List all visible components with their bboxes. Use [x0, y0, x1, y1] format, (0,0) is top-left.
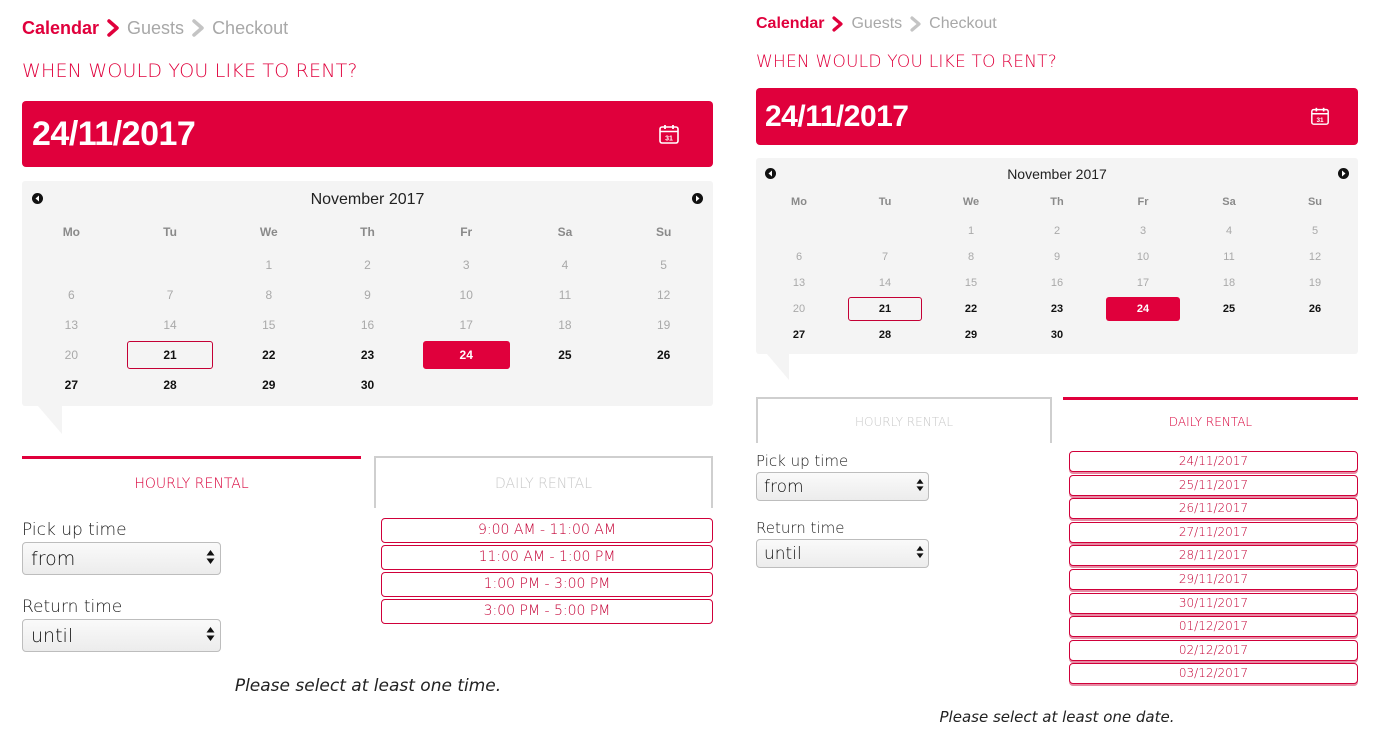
- chevron-right-icon: [910, 16, 921, 32]
- calendar-day-4: [516, 250, 615, 280]
- calendar-day-number: 29: [262, 378, 276, 392]
- calendar-day-8: [219, 280, 318, 310]
- calendar-day-4: [1186, 218, 1272, 244]
- calendar-day-25[interactable]: [1186, 296, 1272, 322]
- calendar-day-number: 13: [792, 277, 806, 289]
- calendar-day-18: [516, 310, 615, 340]
- calendar-day-1: [219, 250, 318, 280]
- calendar-day-19: [614, 310, 713, 340]
- calendar-day-number: 3: [1139, 225, 1147, 237]
- calendar-day-13: [756, 270, 842, 296]
- calendar-weekday-header: [22, 225, 713, 243]
- calendar-day-10: [417, 280, 516, 310]
- calendar-day-number: 2: [1053, 225, 1061, 237]
- calendar-day-number: 27: [792, 329, 806, 341]
- breadcrumb-step-checkout[interactable]: Checkout: [212, 17, 289, 38]
- calendar-day-grid: [756, 218, 1358, 348]
- calendar-day-11: [1186, 244, 1272, 270]
- calendar-day-number: 26: [1308, 303, 1322, 315]
- chevron-right-icon: [832, 16, 843, 32]
- calendar-day-23[interactable]: [318, 340, 417, 370]
- calendar-empty-cell: [756, 218, 842, 244]
- pickup-time-value: from: [764, 476, 804, 497]
- chevron-right-icon: [192, 19, 204, 37]
- weekday-label: Mo: [791, 196, 807, 208]
- chevron-right-icon: [107, 19, 119, 37]
- calendar-day-number: 6: [795, 251, 803, 263]
- calendar-day-number: 27: [64, 378, 79, 392]
- calendar-day-10: [1100, 244, 1186, 270]
- calendar-datepicker: [756, 158, 1358, 354]
- pickup-time-label: Pick up time: [22, 520, 127, 540]
- calendar-day-18: [1186, 270, 1272, 296]
- weekday-label: Th: [1050, 196, 1064, 208]
- time-slot-button[interactable]: 1:00 PM - 3:00 PM: [381, 572, 713, 597]
- weekday-label: Sa: [1222, 196, 1236, 208]
- calendar-day-number: 28: [163, 378, 177, 392]
- calendar-day-7: [121, 280, 220, 310]
- calendar-day-number: 1: [967, 225, 975, 237]
- calendar-day-27[interactable]: [756, 322, 842, 348]
- date-slot-button[interactable]: 02/12/2017: [1069, 640, 1358, 661]
- breadcrumb-step-guests[interactable]: Guests: [851, 15, 903, 32]
- calendar-day-6: [756, 244, 842, 270]
- calendar-day-number: 4: [561, 258, 569, 272]
- calendar-day-number: 21: [878, 303, 892, 315]
- calendar-day-27[interactable]: [22, 370, 121, 400]
- weekday-label: Tu: [878, 196, 892, 208]
- calendar-day-number: 20: [64, 348, 79, 362]
- date-slot-button[interactable]: 29/11/2017: [1069, 569, 1358, 590]
- tab-daily-rental[interactable]: DAILY RENTAL: [1063, 397, 1358, 443]
- calendar-day-number: 16: [360, 318, 375, 332]
- calendar-icon[interactable]: [658, 123, 680, 149]
- time-slot-button[interactable]: 9:00 AM - 11:00 AM: [381, 518, 713, 543]
- calendar-day-5: [1272, 218, 1358, 244]
- calendar-day-5: [614, 250, 713, 280]
- next-month-icon[interactable]: [1338, 168, 1349, 179]
- date-slot-button[interactable]: 28/11/2017: [1069, 545, 1358, 566]
- page-heading: WHEN WOULD YOU LIKE TO RENT?: [756, 52, 1057, 72]
- calendar-day-number: 3: [462, 258, 470, 272]
- date-display-bar[interactable]: [756, 88, 1358, 145]
- calendar-day-16: [318, 310, 417, 340]
- calendar-empty-cell: [121, 250, 220, 280]
- calendar-day-number: 19: [656, 318, 671, 332]
- calendar-day-13: [22, 310, 121, 340]
- weekday-label: Fr: [460, 225, 473, 239]
- next-month-icon[interactable]: [692, 193, 703, 204]
- calendar-day-30[interactable]: [1014, 322, 1100, 348]
- calendar-day-number: 17: [459, 318, 473, 332]
- calendar-day-number: 14: [878, 277, 892, 289]
- calendar-day-29[interactable]: [219, 370, 318, 400]
- calendar-empty-cell: [22, 250, 121, 280]
- calendar-day-number: 12: [656, 288, 671, 302]
- selected-date: 24/11/2017: [765, 99, 909, 133]
- calendar-day-16: [1014, 270, 1100, 296]
- calendar-day-number: 17: [1136, 277, 1150, 289]
- calendar-day-grid: [22, 250, 713, 400]
- select-arrows-icon: [916, 477, 924, 497]
- date-slot-button[interactable]: 27/11/2017: [1069, 522, 1358, 543]
- return-time-label: Return time: [756, 519, 845, 537]
- calendar-day-number: 7: [881, 251, 889, 263]
- calendar-day-28[interactable]: [842, 322, 928, 348]
- calendar-day-21[interactable]: [842, 296, 928, 322]
- breadcrumb-step-guests[interactable]: Guests: [127, 17, 185, 38]
- calendar-pointer-tail: [767, 354, 789, 380]
- weekday-label: We: [259, 225, 278, 239]
- breadcrumb-step-checkout[interactable]: Checkout: [929, 15, 997, 32]
- calendar-day-22[interactable]: [928, 296, 1014, 322]
- return-time-select[interactable]: [756, 539, 929, 568]
- date-slot-button[interactable]: 30/11/2017: [1069, 593, 1358, 614]
- calendar-pointer-tail: [38, 406, 62, 434]
- calendar-day-14: [842, 270, 928, 296]
- date-slot-button[interactable]: 03/12/2017: [1069, 663, 1358, 684]
- calendar-day-number: 6: [68, 288, 75, 302]
- weekday-label: Fr: [1137, 196, 1149, 208]
- breadcrumb-step-calendar[interactable]: Calendar: [756, 15, 825, 32]
- calendar-day-number: 10: [1136, 251, 1150, 263]
- weekday-label: Su: [1307, 196, 1323, 208]
- validation-note: Please select at least one time.: [234, 676, 502, 696]
- calendar-day-number: 7: [166, 288, 174, 302]
- calendar-day-number: 23: [360, 348, 375, 362]
- calendar-day-3: [1100, 218, 1186, 244]
- calendar-day-6: [22, 280, 121, 310]
- calendar-day-number: 25: [1222, 303, 1236, 315]
- time-slot-button[interactable]: 3:00 PM - 5:00 PM: [381, 599, 713, 624]
- calendar-day-number: 19: [1308, 277, 1322, 289]
- weekday-label: Th: [360, 225, 375, 239]
- calendar-day-25[interactable]: [516, 340, 615, 370]
- calendar-empty-cell: [842, 218, 928, 244]
- calendar-day-number: 21: [163, 348, 177, 362]
- date-slot-button[interactable]: 01/12/2017: [1069, 616, 1358, 637]
- calendar-day-number: 8: [967, 251, 975, 263]
- calendar-day-15: [219, 310, 318, 340]
- calendar-day-29[interactable]: [928, 322, 1014, 348]
- date-slot-button[interactable]: 25/11/2017: [1069, 475, 1358, 496]
- calendar-weekday-header: [756, 196, 1358, 212]
- calendar-day-number: 18: [558, 318, 572, 332]
- weekday-label: Su: [655, 225, 672, 239]
- calendar-day-3: [417, 250, 516, 280]
- calendar-day-17: [417, 310, 516, 340]
- calendar-day-2: [318, 250, 417, 280]
- tab-daily-rental[interactable]: DAILY RENTAL: [374, 456, 713, 508]
- rental-type-tabs: [22, 456, 713, 508]
- calendar-day-30[interactable]: [318, 370, 417, 400]
- select-arrows-icon: [916, 544, 924, 564]
- calendar-day-12: [1272, 244, 1358, 270]
- calendar-month-label: November 2017: [1007, 166, 1107, 182]
- selected-date: 24/11/2017: [32, 114, 196, 153]
- calendar-day-24[interactable]: [417, 340, 516, 370]
- calendar-day-1: [928, 218, 1014, 244]
- calendar-day-9: [1014, 244, 1100, 270]
- calendar-day-number: 16: [1050, 277, 1064, 289]
- calendar-day-number: 30: [1050, 329, 1064, 341]
- weekday-label: We: [962, 196, 980, 208]
- breadcrumb-step-calendar[interactable]: Calendar: [22, 17, 100, 38]
- date-display-bar[interactable]: [22, 101, 713, 167]
- calendar-day-number: 15: [262, 318, 276, 332]
- calendar-day-21[interactable]: [121, 340, 220, 370]
- time-slot-button[interactable]: 11:00 AM - 1:00 PM: [381, 545, 713, 570]
- tab-hourly-rental[interactable]: HOURLY RENTAL: [756, 397, 1052, 443]
- calendar-day-number: 18: [1222, 277, 1236, 289]
- calendar-day-number: 1: [265, 258, 273, 272]
- calendar-day-number: 24: [1136, 303, 1150, 315]
- calendar-day-8: [928, 244, 1014, 270]
- calendar-month-label: November 2017: [310, 191, 425, 208]
- calendar-day-2: [1014, 218, 1100, 244]
- weekday-label: Mo: [62, 225, 81, 239]
- calendar-day-number: 30: [360, 378, 375, 392]
- calendar-day-number: 22: [262, 348, 276, 362]
- calendar-day-15: [928, 270, 1014, 296]
- select-arrows-icon: [206, 548, 215, 570]
- calendar-day-14: [121, 310, 220, 340]
- pickup-time-label: Pick up time: [756, 452, 849, 470]
- calendar-day-22[interactable]: [219, 340, 318, 370]
- calendar-day-number: 4: [1225, 225, 1233, 237]
- rental-type-tabs: [756, 397, 1358, 443]
- calendar-day-number: 2: [364, 258, 371, 272]
- svg-text:31: 31: [1316, 116, 1324, 124]
- pickup-time-select[interactable]: [756, 472, 929, 501]
- calendar-day-number: 20: [792, 303, 806, 315]
- calendar-day-24[interactable]: [1100, 296, 1186, 322]
- calendar-day-26[interactable]: [614, 340, 713, 370]
- return-time-select[interactable]: [22, 619, 221, 652]
- tab-hourly-rental[interactable]: HOURLY RENTAL: [22, 456, 361, 508]
- calendar-day-number: 15: [964, 277, 978, 289]
- calendar-day-number: 24: [459, 348, 473, 362]
- calendar-day-28[interactable]: [121, 370, 220, 400]
- calendar-day-number: 28: [878, 329, 892, 341]
- calendar-day-9: [318, 280, 417, 310]
- calendar-day-7: [842, 244, 928, 270]
- page-heading: WHEN WOULD YOU LIKE TO RENT?: [22, 60, 358, 82]
- calendar-icon[interactable]: [1310, 106, 1330, 130]
- calendar-day-19: [1272, 270, 1358, 296]
- calendar-day-number: 9: [364, 288, 371, 302]
- return-time-value: until: [31, 624, 74, 647]
- calendar-day-23[interactable]: [1014, 296, 1100, 322]
- pickup-time-select[interactable]: [22, 542, 221, 575]
- calendar-day-20: [22, 340, 121, 370]
- validation-note: Please select at least one date.: [939, 708, 1175, 726]
- calendar-day-number: 26: [656, 348, 671, 362]
- calendar-day-17: [1100, 270, 1186, 296]
- calendar-day-number: 5: [1311, 225, 1319, 237]
- weekday-label: Sa: [557, 225, 573, 239]
- svg-text:31: 31: [665, 135, 673, 143]
- calendar-day-number: 23: [1050, 303, 1064, 315]
- calendar-day-11: [516, 280, 615, 310]
- breadcrumb: [756, 11, 997, 37]
- calendar-day-number: 9: [1053, 251, 1061, 263]
- calendar-day-26[interactable]: [1272, 296, 1358, 322]
- weekday-label: Tu: [163, 225, 177, 239]
- calendar-day-number: 29: [964, 329, 978, 341]
- calendar-day-number: 25: [558, 348, 572, 362]
- date-slot-button[interactable]: 24/11/2017: [1069, 451, 1358, 472]
- calendar-day-number: 8: [265, 288, 273, 302]
- return-time-value: until: [764, 543, 802, 564]
- pickup-time-value: from: [31, 547, 76, 570]
- calendar-day-number: 22: [964, 303, 978, 315]
- calendar-day-number: 13: [64, 318, 79, 332]
- breadcrumb: [22, 14, 288, 42]
- calendar-day-20: [756, 296, 842, 322]
- calendar-day-number: 11: [558, 288, 572, 302]
- calendar-day-number: 5: [660, 258, 667, 272]
- return-time-label: Return time: [22, 597, 123, 617]
- calendar-day-number: 11: [1223, 251, 1235, 263]
- date-slot-button[interactable]: 26/11/2017: [1069, 498, 1358, 519]
- calendar-day-number: 10: [459, 288, 473, 302]
- calendar-day-number: 14: [163, 318, 177, 332]
- calendar-datepicker: [22, 181, 713, 406]
- calendar-day-12: [614, 280, 713, 310]
- calendar-day-number: 12: [1308, 251, 1322, 263]
- select-arrows-icon: [206, 625, 215, 647]
